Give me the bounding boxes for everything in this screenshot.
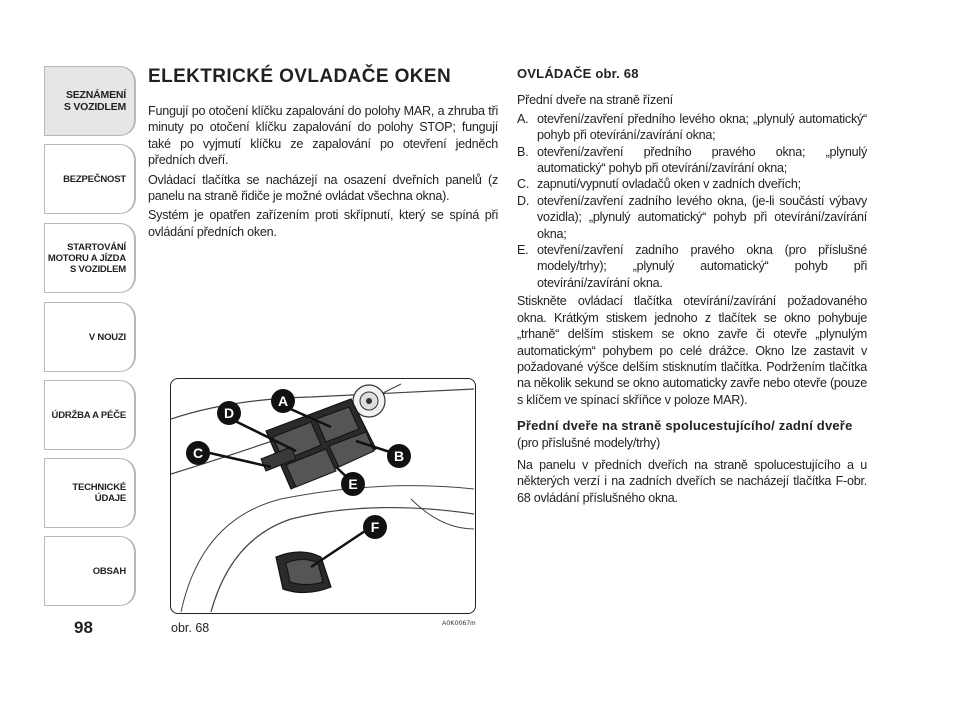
callout-f-label: F — [370, 519, 380, 535]
paragraph: Ovládací tlačítka se nacházejí na osazení dveřních panelů (z panelu na straně řidiče je možné ovládat všechna okna). — [148, 172, 498, 204]
list-item-text: zapnutí/vypnutí ovladačů oken v zadních dveřích; — [537, 177, 801, 192]
tab-technicke-udaje[interactable]: TECHNICKÉ ÚDAJE — [44, 458, 136, 528]
callout-e — [341, 472, 365, 496]
paragraph: Stiskněte ovládací tlačítka otevírání/zavírání požadovaného okna. Krátkým stiskem jednoho z tlačítek se okno pohybuje „trhaně“ delším stiskem se okno zavře či otevře „plynulým automatickým“ pohybem po celé drážce. Okno lze zastavit v požadované výšce delším stisknutím tlačítka. Podržením tlačítka na několik sekund se okno automaticky zavře nebo otevře (pouze s klíčem ve spínací skříňce v poloze MAR). — [517, 294, 867, 407]
callout-c — [186, 441, 210, 465]
tab-v-nouzi[interactable]: V NOUZI — [44, 302, 136, 372]
list-item — [517, 242, 867, 291]
subheading-note: (pro příslušné modely/trhy) — [517, 435, 661, 450]
callout-f — [363, 515, 387, 539]
list-item — [517, 193, 867, 242]
callout-b-label: B — [393, 448, 405, 464]
list-item-text: otevření/zavření zadního pravého okna (pro příslušné modely/trhy); „plynulý automatický“ pohyb při otevírání/zavírání okna. — [537, 243, 867, 290]
tab-startovani[interactable]: STARTOVÁNÍ MOTORU A JÍZDA S VOZIDLEM — [44, 223, 136, 293]
figure-caption: obr. 68 — [171, 621, 210, 635]
list-item — [517, 144, 867, 177]
list-item-key: B. — [517, 144, 529, 159]
list-item-key: A. — [517, 111, 529, 126]
callout-c-label: C — [192, 445, 204, 461]
controls-list — [517, 111, 867, 291]
tab-obsah[interactable]: OBSAH — [44, 536, 136, 606]
paragraph: Na panelu v předních dveřích na straně spolucestujícího a u některých verzí i na zadních dveřích se nacházejí tlačítka F-obr. 68 ovládání příslušného okna. — [517, 457, 867, 505]
list-item-key: C. — [517, 177, 530, 192]
left-column — [148, 103, 498, 243]
tab-seznameni-s-vozidlem[interactable]: SEZNÁMENÍ S VOZIDLEM — [44, 66, 136, 136]
list-item-key: D. — [517, 193, 530, 208]
list-item — [517, 176, 867, 192]
page-number: 98 — [74, 618, 93, 637]
right-column — [517, 66, 867, 506]
figure-window-controls — [170, 378, 476, 614]
subheading-bold: Přední dveře na straně spolucestujícího/ zadní dveře — [517, 418, 853, 434]
tab-bezpecnost[interactable]: BEZPEČNOST — [44, 144, 136, 214]
paragraph: Fungují po otočení klíčku zapalování do polohy MAR, a zhruba tři minuty po otočení klíčku zapalování do polohy STOP; fungují také po vyjmutí klíčku ze zapalování po otevření jedněch předních dveří. — [148, 104, 498, 168]
controls-heading: OVLÁDAČE obr. 68 — [517, 66, 639, 81]
passenger-subheading — [517, 418, 867, 451]
callout-d — [217, 401, 241, 425]
list-item-text: otevření/zavření zadního levého okna, (je-li součástí výbavy vozidla); „plynulý automatický“ pohyb při otevírání/zavírání okna; — [537, 193, 867, 241]
paragraph: Systém je opatřen zařízením proti skřípnutí, který se spíná při ovládání předních oken. — [148, 208, 498, 239]
callout-a — [271, 389, 295, 413]
list-item-text: otevření/zavření předního pravého okna; „plynulý automatický“ pohyb při otevírání/zavírání okna; — [537, 144, 867, 176]
list-item-key: E. — [517, 243, 529, 258]
window-switch-illustration — [171, 379, 474, 612]
callout-e-label: E — [348, 476, 358, 492]
section-title: ELEKTRICKÉ OVLADAČE OKEN — [148, 66, 452, 87]
callout-a-label: A — [277, 393, 289, 409]
callout-b — [387, 444, 411, 468]
figure-code: A0K0067m — [442, 620, 476, 627]
list-item — [517, 111, 867, 144]
intro-text: Přední dveře na straně řízení — [517, 93, 673, 108]
callout-d-label: D — [223, 405, 235, 421]
list-item-text: otevření/zavření předního levého okna; „plynulý automatický“ pohyb při otevírání/zavírání okna; — [537, 111, 867, 143]
tab-udrzba-a-pece[interactable]: ÚDRŽBA A PÉČE — [44, 380, 136, 450]
